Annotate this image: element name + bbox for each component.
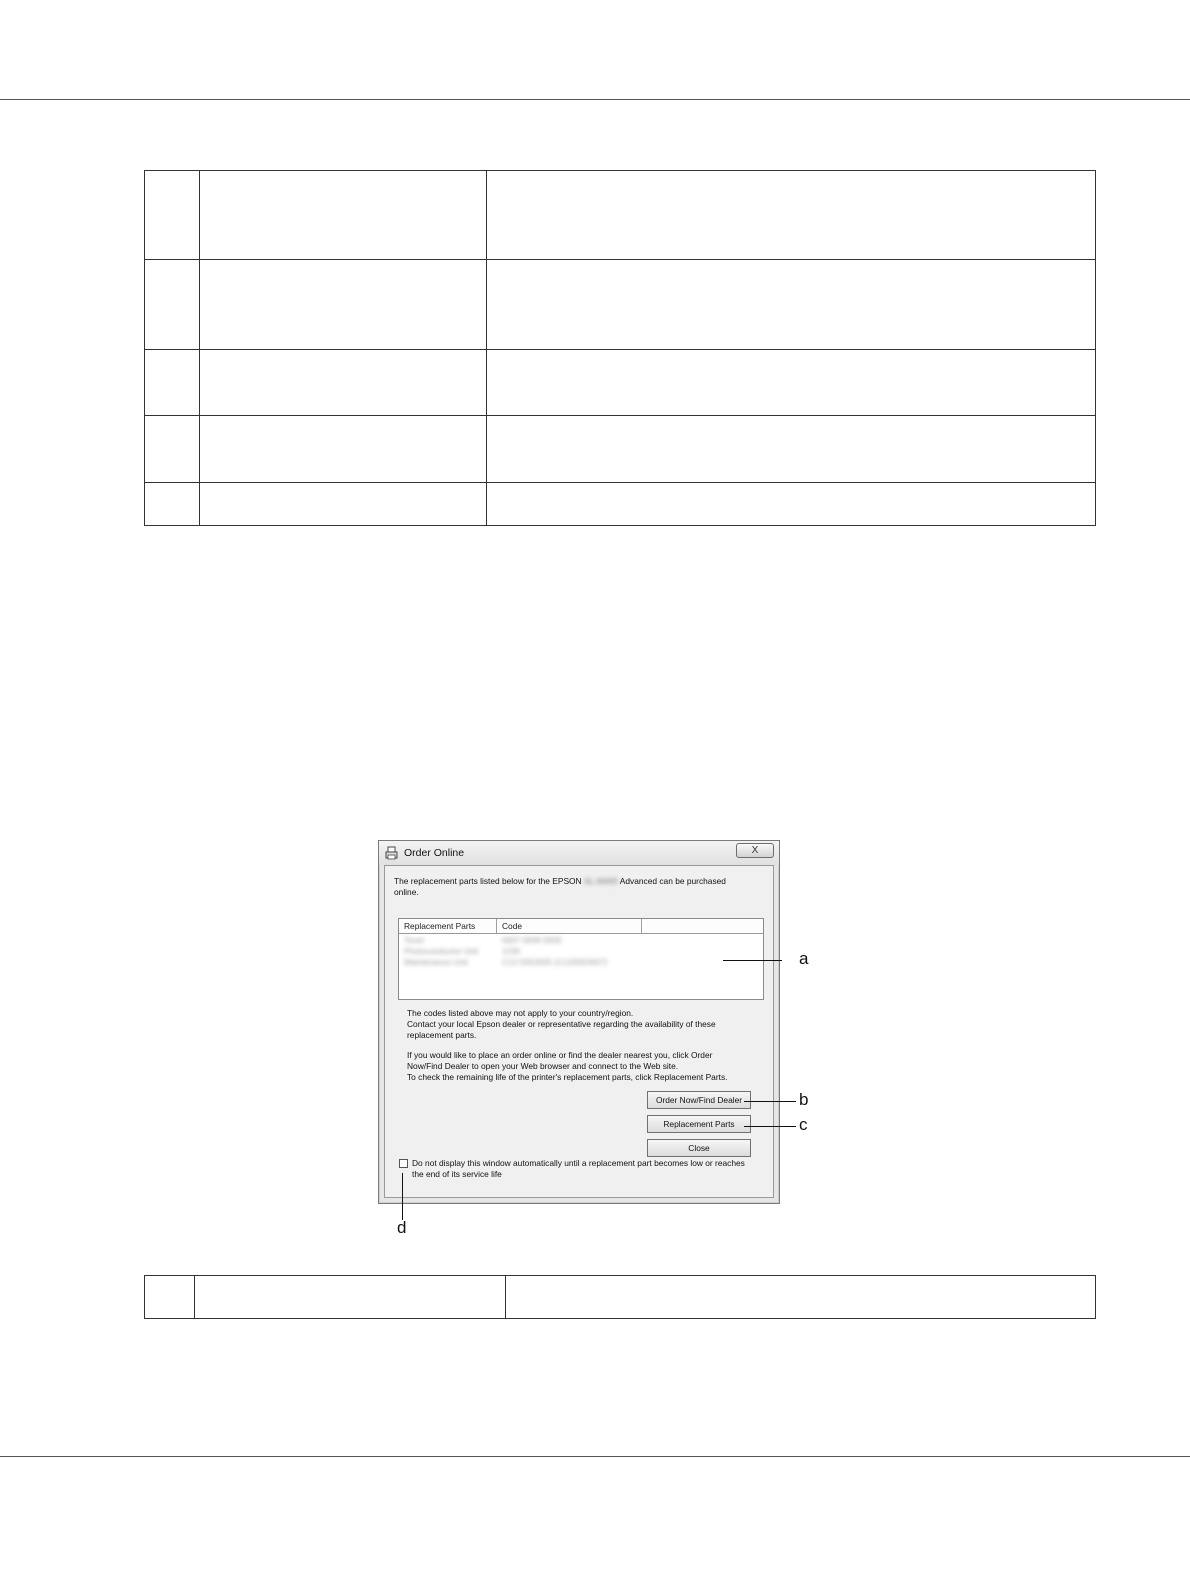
callout-label-a: a <box>799 949 809 968</box>
callout-line-c <box>744 1126 796 1127</box>
help-text: To check the remaining life of the printer's replacement parts, click Replacement Parts. <box>407 1072 728 1082</box>
close-button[interactable]: Close <box>647 1139 751 1157</box>
intro-text-line2: online. <box>394 887 419 897</box>
dialog-titlebar <box>379 841 779 865</box>
checkbox-label: the end of its service life <box>412 1169 502 1179</box>
help-text: Now/Find Dealer to open your Web browser and connect to the Web site. <box>407 1061 679 1071</box>
callout-label-c: c <box>799 1115 808 1134</box>
table-row <box>145 171 1096 260</box>
upper-table <box>144 170 1096 526</box>
dialog-title: Order Online <box>404 847 465 859</box>
table-row <box>145 483 1096 526</box>
footer-rule <box>0 1456 1190 1457</box>
callout-line-d <box>402 1173 403 1220</box>
column-header-parts[interactable]: Replacement Parts <box>399 919 497 933</box>
callout-label-b: b <box>799 1090 809 1109</box>
close-icon[interactable]: X <box>736 843 774 858</box>
dialog-client-area <box>384 865 774 1198</box>
callout-line-a <box>723 960 782 961</box>
part-code: 1230 <box>502 947 521 956</box>
part-name: Maintenance Unit <box>404 958 468 967</box>
part-code: C13 S053005 (C13S053007) <box>502 958 608 967</box>
order-now-find-dealer-button[interactable]: Order Now/Find Dealer <box>647 1091 751 1109</box>
callout-line-b <box>744 1101 796 1102</box>
printer-icon <box>385 846 399 860</box>
table-row <box>145 1276 1096 1319</box>
header-rule <box>0 99 1190 100</box>
part-code: 0607 0608 0609 <box>502 936 562 945</box>
help-text: If you would like to place an order online or find the dealer nearest you, click Order <box>407 1050 713 1060</box>
part-name: Photoconductor Unit <box>404 947 479 956</box>
order-online-dialog <box>378 840 780 1204</box>
lower-table <box>144 1275 1096 1319</box>
replacement-parts-button[interactable]: Replacement Parts <box>647 1115 751 1133</box>
table-row <box>145 260 1096 350</box>
do-not-display-checkbox[interactable] <box>399 1159 408 1168</box>
intro-text <box>394 876 726 887</box>
intro-text-start: The replacement parts listed below for the EPSON <box>394 876 582 886</box>
note-text: replacement parts. <box>407 1030 477 1040</box>
replacement-parts-list[interactable] <box>398 918 764 1000</box>
table-row <box>145 416 1096 483</box>
model-name: AL-M400 <box>583 876 618 886</box>
note-text: Contact your local Epson dealer or representative regarding the availability of these <box>407 1019 716 1029</box>
table-row <box>145 350 1096 416</box>
list-header <box>399 919 763 934</box>
intro-text-end: Advanced can be purchased <box>619 876 726 886</box>
part-name: Toner <box>404 936 425 945</box>
column-header-code[interactable]: Code <box>497 919 642 933</box>
checkbox-label: Do not display this window automatically until a replacement part becomes low or reaches <box>412 1158 745 1168</box>
note-text: The codes listed above may not apply to your country/region. <box>407 1008 634 1018</box>
callout-label-d: d <box>397 1218 407 1237</box>
